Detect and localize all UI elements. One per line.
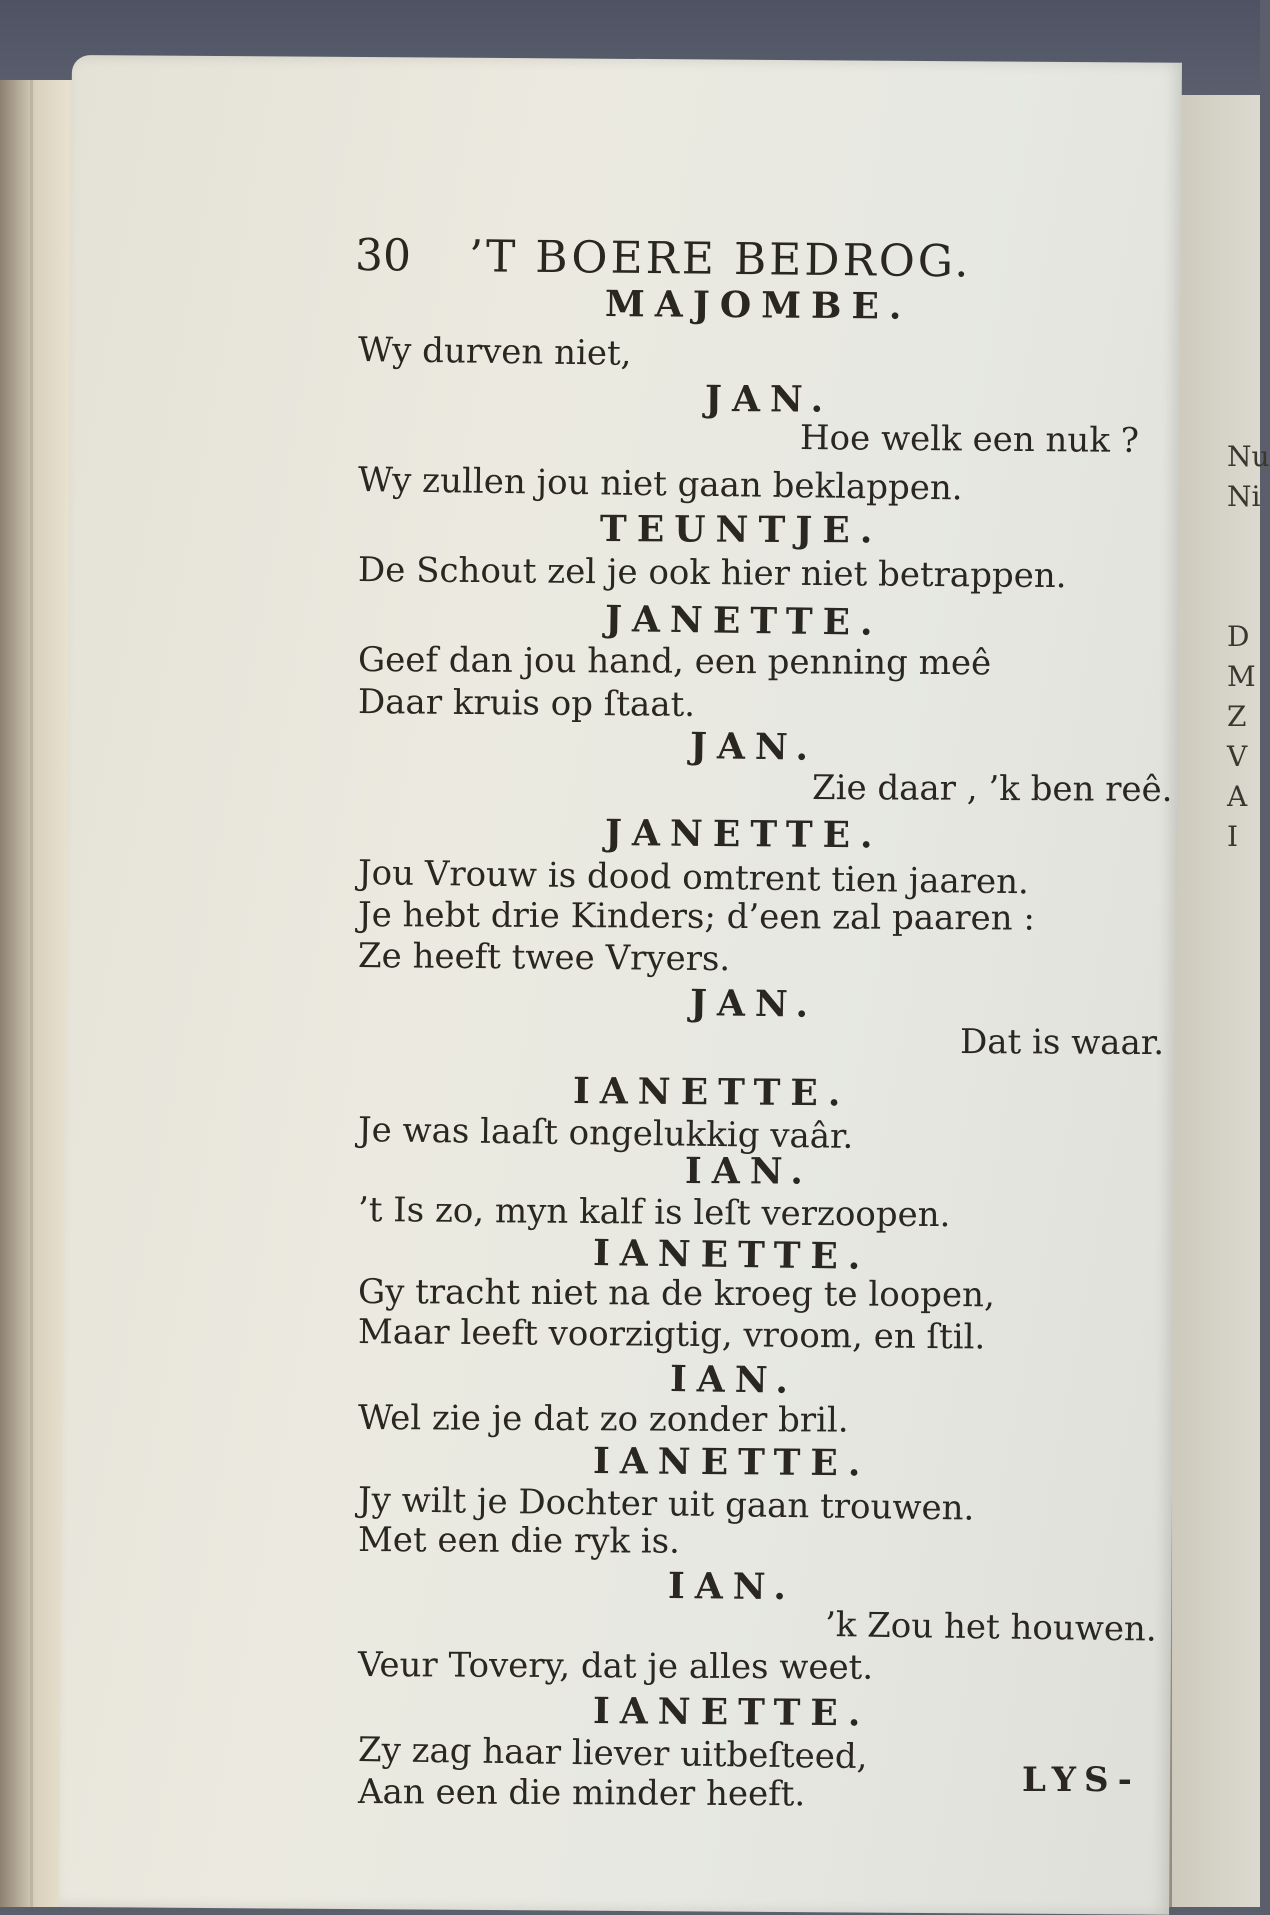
facing-page-fragment: A	[1227, 780, 1248, 813]
speaker-name: JANETTE.	[604, 812, 883, 857]
facing-page-fragment: Z	[1227, 700, 1247, 733]
verse-line: Zie daar , ’k ben reê.	[811, 768, 1173, 810]
facing-page-fragment: Ni	[1227, 480, 1261, 513]
speaker-name: JAN.	[689, 725, 819, 769]
speaker-name: MAJOMBE.	[604, 283, 912, 328]
facing-page-fragment: Nu	[1227, 440, 1270, 473]
verse-line: Ze heeft twee Vryers.	[357, 936, 731, 980]
facing-page-fragment: M	[1227, 660, 1256, 693]
speaker-name: IAN.	[684, 1150, 814, 1193]
catchword: LYS-	[1022, 1760, 1140, 1800]
verse-line: Gy tracht niet na de kroeg te loopen,	[357, 1272, 995, 1316]
running-header	[355, 230, 972, 287]
verse-line: Je was laaſt ongelukkig vaâr.	[357, 1110, 854, 1157]
facing-page-fragment: D	[1227, 620, 1250, 653]
facing-page	[1172, 95, 1270, 1907]
facing-page-fragment: I	[1227, 820, 1239, 853]
speaker-name: IAN.	[667, 1565, 797, 1609]
speaker-name: IANETTE.	[592, 1232, 871, 1278]
speaker-name: JAN.	[704, 378, 834, 421]
verse-line: Veur Tovery, dat je alles weet.	[357, 1645, 874, 1688]
verse-line: Je hebt drie Kinders; d’een zal paaren :	[357, 895, 1035, 939]
page-number: 30	[354, 230, 412, 282]
speaker-name: TEUNTJE.	[599, 508, 883, 552]
running-title: ’T BOERE BEDROG.	[468, 231, 972, 288]
verse-line: Jou Vrouw is dood omtrent tien jaaren.	[357, 853, 1030, 903]
verse-line: Hoe welk een nuk ?	[799, 418, 1140, 461]
speaker-name: IANETTE.	[572, 1070, 851, 1115]
verse-line: De Schout zel je ook hier niet betrappen.	[357, 550, 1067, 597]
verse-line: ’k Zou het houwen.	[824, 1605, 1157, 1650]
speaker-name: JAN.	[689, 982, 819, 1026]
verse-line: Zy zag haar liever uitbeſteed,	[357, 1730, 868, 1778]
verse-line: Wel zie je dat zo zonder bril.	[357, 1398, 849, 1441]
verse-line: ’t Is zo, myn kalf is leſt verzoopen.	[357, 1190, 951, 1236]
speaker-name: IANETTE.	[592, 1690, 871, 1735]
verse-line: Dat is waar.	[959, 1022, 1165, 1064]
verse-line: Met een die ryk is.	[357, 1520, 681, 1562]
speaker-name: IAN.	[669, 1358, 799, 1402]
verse-line: Aan een die minder heeft.	[357, 1772, 806, 1815]
verse-line: Wy durven niet,	[357, 330, 632, 374]
verse-line: Geef dan jou hand, een penning meê	[357, 640, 992, 684]
verse-line: Wy zullen jou niet gaan beklappen.	[357, 460, 963, 509]
verse-line: Daar kruis op ſtaat.	[357, 682, 696, 725]
facing-page-fragment: V	[1227, 740, 1248, 773]
speaker-name: JANETTE.	[604, 598, 883, 644]
verse-line: Jy wilt je Dochter uit gaan trouwen.	[357, 1480, 975, 1529]
speaker-name: IANETTE.	[592, 1440, 871, 1485]
verse-line: Maar leeft voorzigtig, vroom, en ſtil.	[357, 1312, 986, 1358]
